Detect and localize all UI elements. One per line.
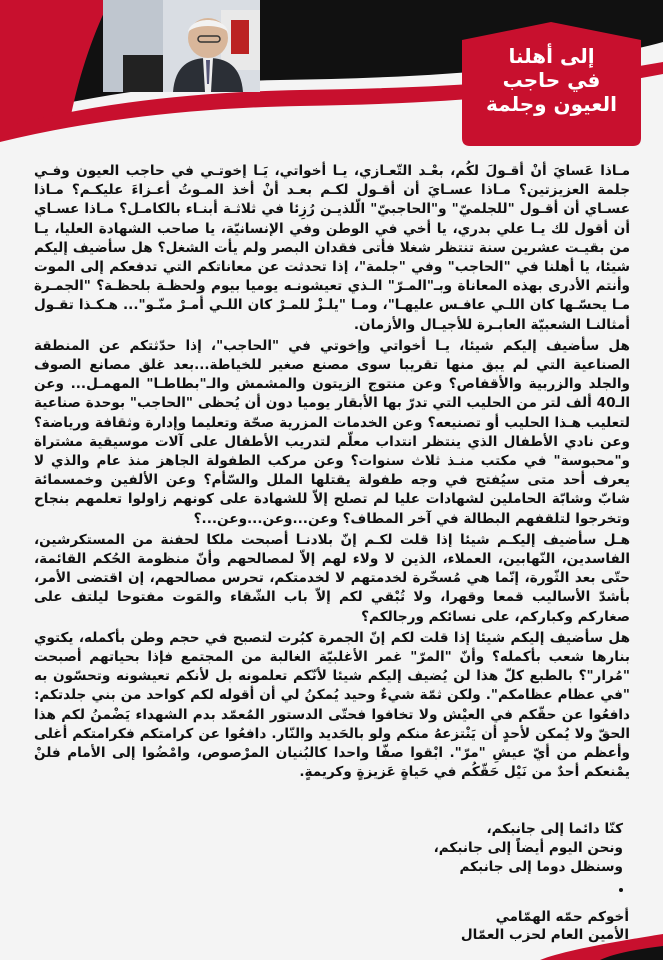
closing-line-1: كنّا دائما إلى جانبكم،: [486, 821, 623, 837]
paragraph-3: هـل سأضيف إليكـم شيئا إذا قلت لكـم إنّ بلادنـا أصبحت ملكا لحفنة من المستكرشين، الفاسدين، النّهابين، العملاء، الذين لا ولاء لهم إلاّ لمصالحهم وأنّ منظومة الحُكم القائمة، حتّى بعد الثّورة، إنّما هي مُسخّرة لخدمتهم لا لخدمتكم، تحرس مصالحهم، إن اقتضى الأمر، بأشدّ الأساليب قمعا وقهرا، ولا تُبْقي لكم إلاّ باب الشّقاء والمَوت مفتوحا ليلتف على صغاركم وكباركم، على نسائكم ورجالكم؟: [34, 531, 630, 625]
title-line-1: إلى أهلنا: [508, 44, 595, 68]
signature-role: الأمين العام لحزب العمّال: [460, 927, 629, 943]
title-line-2: في حاجب: [502, 68, 601, 92]
paragraph-4: هل سأضيف إليكم شيئا إذا قلت لكم إنّ الجمرة كبُرت لتصبح في حجم وطن بأكمله، يكتوي بنارها شعب بأكمله؟ وأنّ "المرّ" غمر الأغلبيّة الغالبة من المجتمع فإذا بحياتهم أصبحت "مُرار"؟ بالطبع كلّ هذا لن يُضيف إليكم شيئا لأنّكم تعلمونه بل لأنكم تعيشونه وتحسّون به "في عظام عظامكم". ولكن ثمّة شيءٌ وحيد يُمكنُ لي أن أقوله لكم كواحد من بني جلدتكم: دافعُوا عن حقّكم في العيْش ولا تخافوا فحتّى الدستور المُعمّد بدم الشهداء يَضْمنُ لكم هذا الحقّ ولا يُمكن لأحدٍ أن يَنْتزعهُ منكم ولو بالحَديد والنّار. دافعُوا عن كرامتكم فكرامتكم أغلى وأعظم من أيّ عيشِ "مرّ". ابْقوا صفّا واحدا كالبُنيان المرْصوص، وامْضُوا إلى الأمام فلنْ يمْنعكم أحدٌ من نَيْل حَقّكُم في حَياةٍ عَزيزةٍ وكريمةٍ.: [34, 629, 630, 781]
closing-line-3: وسنظل دوما إلى جانبكم: [459, 859, 623, 875]
paragraph-2: هل سأضيف إليكم شيئا، يـا أخواتي وإخوتي في "الحاجب"، إذا حدّثتكم عن المنطقة الصناعية التي لم يبق منها تقريبا سوى مصنع صغير للخياطة...بعد غلق مصانع الصوف والجلد والزربية والأقفاص؟ وعن منتوج الزيتون والمشمش والـ"بطاطـا" المهمـل... وعن الـ40 ألف لتر من الحليب التي تدرّ بها الأبقار يوميا دون أن يُحظى "الحاجب" بوحدة صناعية لتعليب هـذا الحليب أو تصنيعه؟ وعن الخدمات المزرية صحّة وتعليما وإدارة وثقافة ورياضة؟ وعن نادي الأطفال الذي ينتظر انتداب معلّم لتدريب الأطفال على آلات موسيقية مشتراة و"محبوسة" في مكتب منـذ ثلاث سنوات؟ وعن مركب الطفولة الجاهز منذ عام والذي لا يعرف أحد متى سيُفتح في وجه طفولة يقتلها الملل والسّأم؟ وعن الألفين وخمسمائة شابّ وشابّة الحاملين لشهادات عليا لم تصلح إلاّ للشهادة على كونهم زاولوا تعلمهم بنجاح وتخرجوا لتلقفهم البطالة في آخر المطاف؟ وعن...وعن...وعن...؟: [34, 337, 630, 527]
letter-body: [34, 162, 630, 785]
closing-lines: [223, 820, 623, 877]
portrait-photo: [103, 0, 260, 92]
title-line-3: العيون وجلمة: [486, 92, 617, 116]
footer-banner: [0, 930, 663, 960]
closing-line-2: ونحن اليوم أيضاً إلى جانبكم،: [433, 840, 623, 856]
signature-name: أخوكم حمّه الهمّامي: [495, 909, 629, 925]
separator-dot: [619, 888, 623, 892]
page-title: [452, 44, 651, 116]
paragraph-1: مـاذا عَسايَ أنْ أقـولَ لكُم، بعْـد التّعـازي، يـا أخواتي، يَـا إخوتـي في حاجب العيون وفـي جلمة العزيزتين؟ مـاذا عسـايَ أن أقـول لكـم بعـد أنْ أخذ المـوتُ أعـزاءَ عليكـم؟ مـاذا عسـاي أن أقـول "للجلميّ" و"الحاجبيّ" الّلذيـن رُزِئا في ثلاثـة أبنـاء بالكامـل؟ مـاذا عسـاي أن أقول لك يـا علي بدري، يا أخي في الوطن وفي الإنسانيّة، يا صاحب الشهادة العليا، يـا من بقيـت عشرين سنة تنتظر شغلا فأتى فقدان البصر ولم يأت الشغل؟ هل سأضيف إليكم شيئا، يا أهلنا في "الحاجب" وفي "جلمة"، إذا تحدثت عن معاناتكم التي تدفعكم إلى الموت وأنتم الأدرى بهذه المعاناة وبـ"المـرّ" الـذي تعيشونـه يوميا بيوم ولحظـة بلحظـة؟ "الجمـرة مـا يحسّـها كان اللـي عافـس عليهـا"، ومـا "يلـزْ للمـرْ كان اللـي أمـرْ منّـو"... هـكـذا تقـول أمثالنـا الشعبيّة العابـرة للأجيـال والأزمان.: [34, 163, 630, 333]
